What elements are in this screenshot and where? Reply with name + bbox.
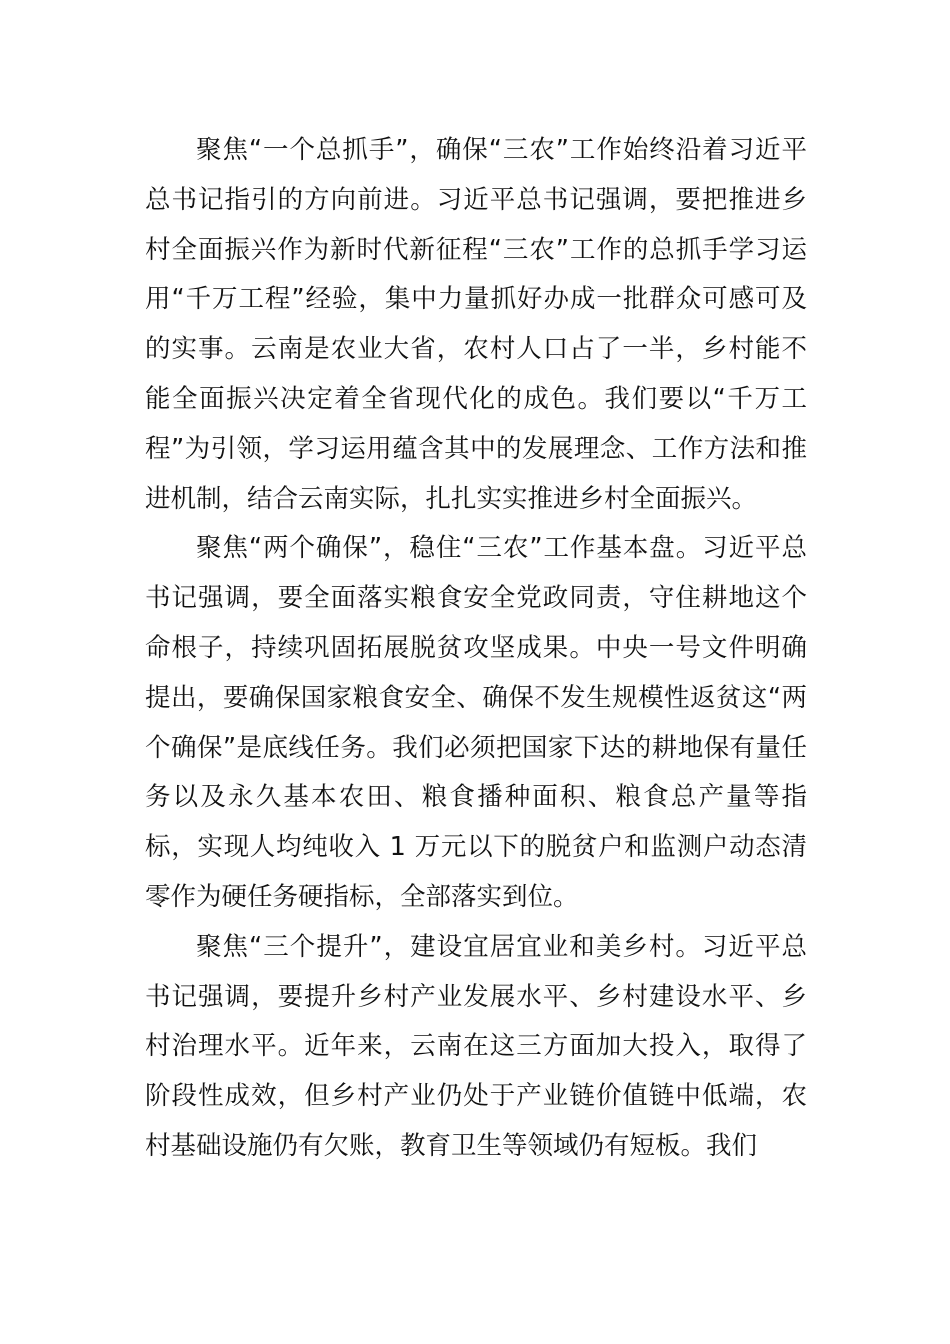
paragraph-2: 聚焦“两个确保”，稳住“三农”工作基本盘。习近平总书记强调，要全面落实粮食安全党政同责，守住耕地这个命根子，持续巩固拓展脱贫攻坚成果。中央一号文件明确提出，要确保国家粮食安全、确保不发生规模性返贫这“两个确保”是底线任务。我们必须把国家下达的耕地保有量任务以及永久基本农田、粮食播种面积、粮食总产量等指标，实现人均纯收入 1 万元以下的脱贫户和监测户动态清零作为硬任务硬指标，全部落实到位。: [145, 533, 807, 912]
document-body: [145, 126, 807, 1172]
paragraph-1: 聚焦“一个总抓手”，确保“三农”工作始终沿着习近平总书记指引的方向前进。习近平总书记强调，要把推进乡村全面振兴作为新时代新征程“三农”工作的总抓手学习运用“千万工程”经验，集中力量抓好办成一批群众可感可及的实事。云南是农业大省，农村人口占了一半，乡村能不能全面振兴决定着全省现代化的成色。我们要以“千万工程”为引领，学习运用蕴含其中的发展理念、工作方法和推进机制，结合云南实际，扎扎实实推进乡村全面振兴。: [145, 135, 807, 514]
paragraph-3: 聚焦“三个提升”，建设宜居宜业和美乡村。习近平总书记强调，要提升乡村产业发展水平、乡村建设水平、乡村治理水平。近年来，云南在这三方面加大投入，取得了阶段性成效，但乡村产业仍处于产业链价值链中低端，农村基础设施仍有欠账，教育卫生等领域仍有短板。我们: [145, 931, 807, 1161]
